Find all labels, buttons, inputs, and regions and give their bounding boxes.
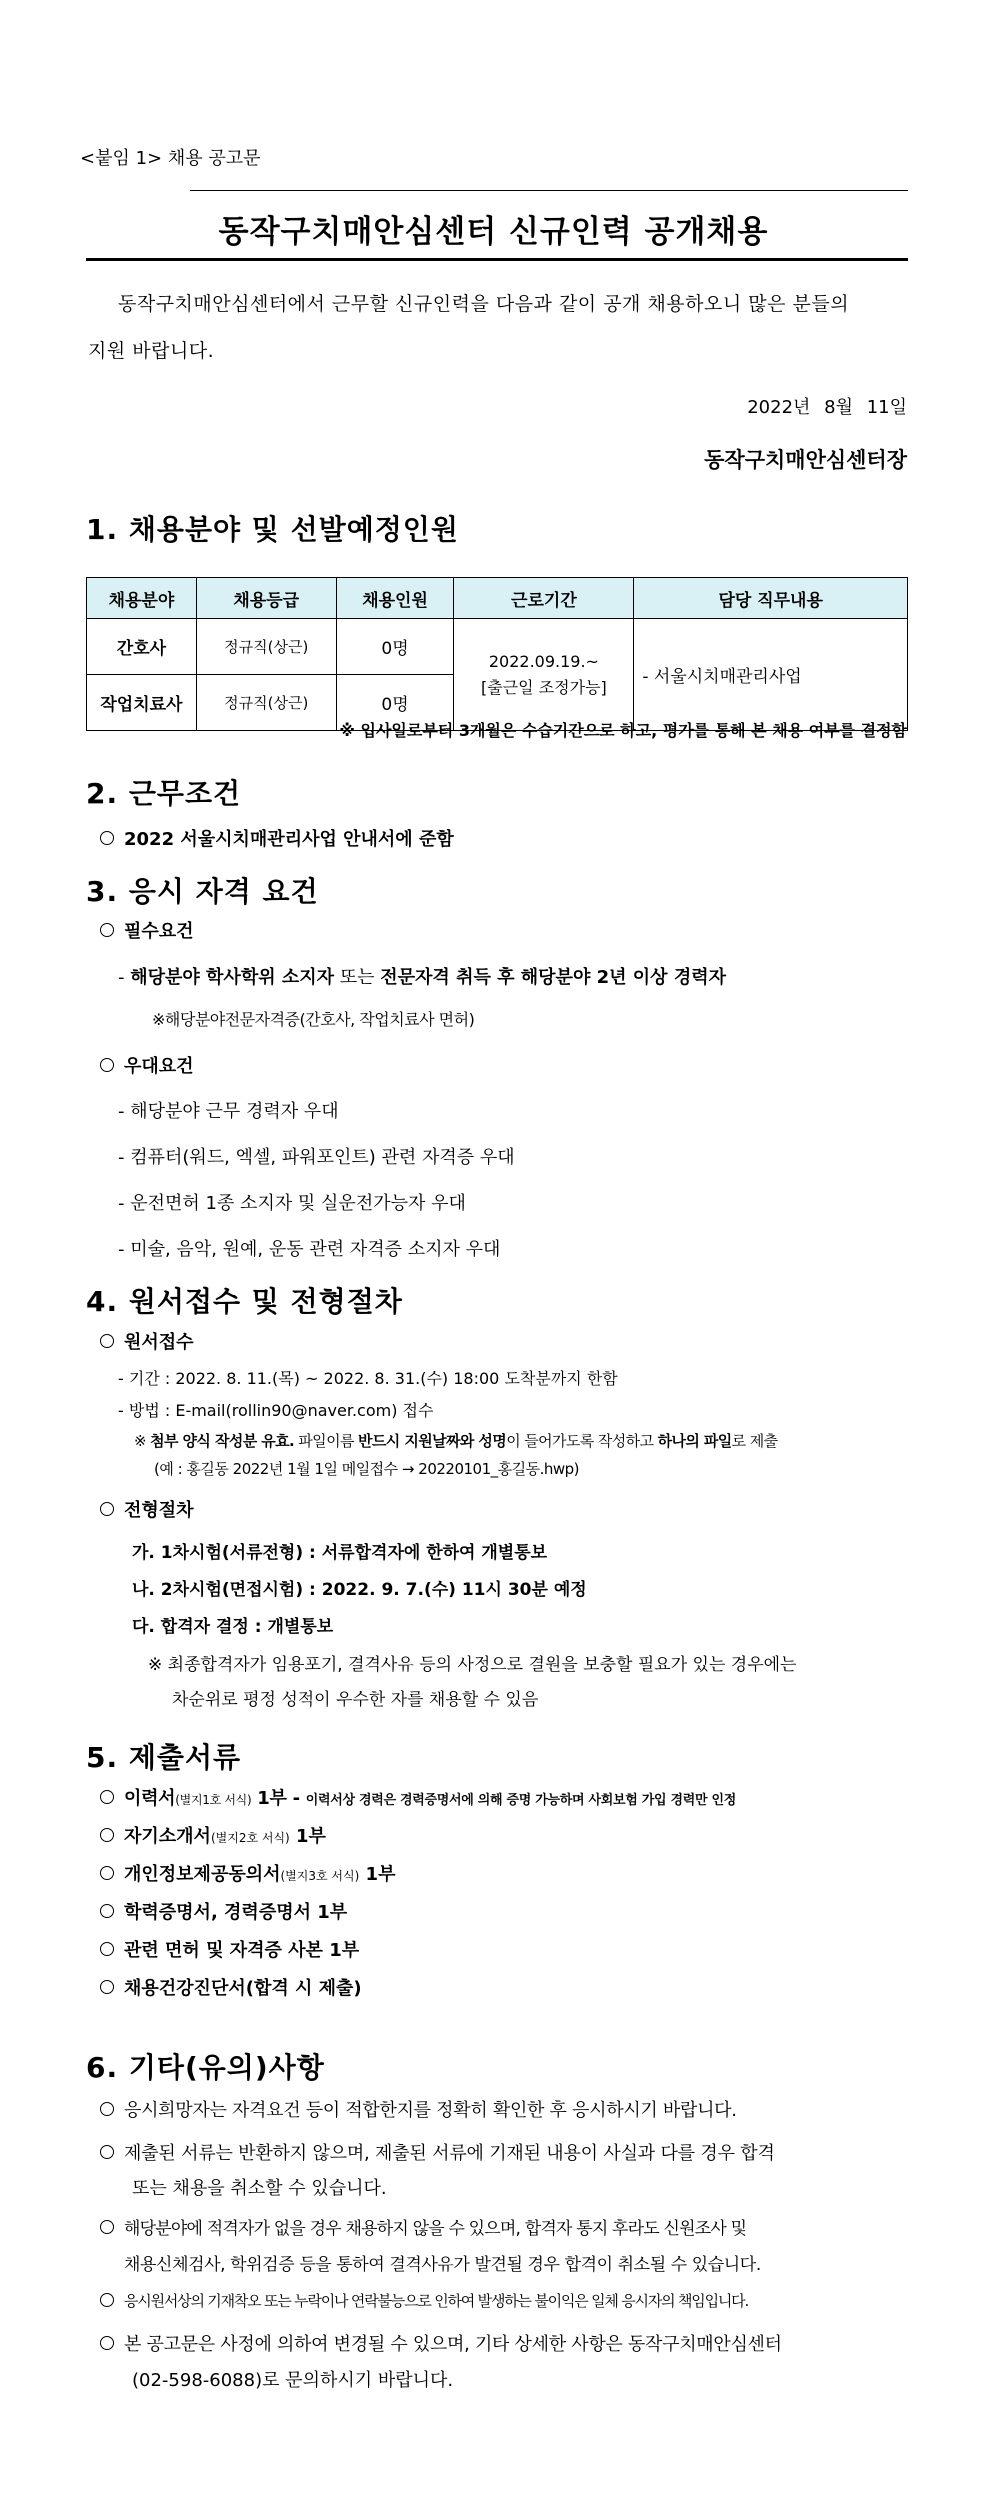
document-item-1 <box>100 1784 736 1810</box>
section2-heading: 2. 근무조건 <box>86 777 242 810</box>
preferred-item-2: - 컴퓨터(워드, 엑셀, 파워포인트) 관련 자격증 우대 <box>118 1147 515 1168</box>
row2-grade: 정규직(상근) <box>196 675 336 731</box>
section6-heading: 6. 기타(유의)사항 <box>86 2051 325 2084</box>
required-a: 해당분야 학사학위 소지자 <box>130 967 335 988</box>
preferred-item-1: - 해당분야 근무 경력자 우대 <box>118 1101 339 1122</box>
process-label-text: 전형절차 <box>124 1500 194 1521</box>
circle-bullet-icon <box>100 1502 114 1516</box>
notice-item-3 <box>100 2214 746 2239</box>
header-duty: 담당 직무내용 <box>634 578 908 619</box>
circle-bullet-icon <box>100 2145 114 2159</box>
intro-line-1: 동작구치매안심센터에서 근무할 신규인력을 다음과 같이 공개 채용하오니 많은 분들의 <box>118 293 850 315</box>
header-period: 근로기간 <box>454 578 634 619</box>
organization-name: 동작구치매안심센터장 <box>704 448 907 472</box>
notice-text-3b: 채용신체검사, 학위검증 등을 통하여 결격사유가 발견될 경우 합격이 취소될 수 있습니다. <box>124 2255 761 2275</box>
row1-grade: 정규직(상근) <box>196 619 336 675</box>
final-note-line-1: ※ 최종합격자가 임용포기, 결격사유 등의 사정으로 결원을 보충할 필요가 있는 경우에는 <box>148 1655 797 1675</box>
circle-bullet-icon <box>100 923 114 937</box>
circle-bullet-icon <box>100 1980 114 1994</box>
apply-file-note <box>134 1430 778 1451</box>
doc3-count: 1부 <box>359 1864 396 1885</box>
notice-title: 동작구치매안심센터 신규인력 공개채용 <box>218 214 769 250</box>
doc2-form: (별지2호 서식) <box>210 1831 290 1845</box>
note-mark: ※ <box>134 1432 151 1450</box>
header-field: 채용분야 <box>87 578 197 619</box>
doc3-form: (별지3호 서식) <box>280 1869 360 1883</box>
note-bold-3: 하나의 파일 <box>657 1432 732 1450</box>
circle-bullet-icon <box>100 2102 114 2116</box>
notice-text-5: 본 공고문은 사정에 의하여 변경될 수 있으며, 기타 상세한 사항은 동작구치매안심센터 <box>124 2334 782 2355</box>
circle-bullet-icon <box>100 2293 114 2307</box>
required-or: 또는 <box>334 967 381 988</box>
table-header-row <box>87 578 908 619</box>
probation-note: ※ 입사일로부터 3개월은 수습기간으로 하고, 평가를 통해 본 채용 여부를 결정함 <box>339 721 907 740</box>
notice-text-2: 제출된 서류는 반환하지 않으며, 제출된 서류에 기재된 내용이 사실과 다를 경우 합격 <box>124 2143 775 2164</box>
notice-text-3: 해당분야에 적격자가 없을 경우 채용하지 않을 수 있으며, 합격자 통지 후라도 신원조사 및 <box>124 2219 747 2239</box>
circle-bullet-icon <box>100 831 114 845</box>
row2-field: 작업치료사 <box>87 675 197 731</box>
circle-bullet-icon <box>100 1058 114 1072</box>
section5-heading: 5. 제출서류 <box>86 1741 242 1774</box>
preferred-label <box>100 1052 194 1078</box>
doc5-text: 관련 면허 및 자격증 사본 1부 <box>124 1940 360 1961</box>
doc1-note: 이력서상 경력은 경력증명서에 의해 증명 가능하며 사회보험 가입 경력만 인정 <box>305 1793 737 1808</box>
document-item-5 <box>100 1936 359 1962</box>
circle-bullet-icon <box>100 1904 114 1918</box>
doc1-form: (별지1호 서식) <box>175 1793 252 1807</box>
notice-item-5 <box>100 2330 782 2356</box>
process-step-1: 가. 1차시험(서류전형) : 서류합격자에 한하여 개별통보 <box>132 1543 548 1563</box>
notice-text-1: 응시희망자는 자격요건 등이 적합한지를 정확히 확인한 후 응시하시기 바랍니다. <box>124 2100 737 2121</box>
note-text-3: 로 제출 <box>731 1432 778 1450</box>
note-text-2: 이 들어가도록 작성하고 <box>506 1432 658 1450</box>
doc6-text: 채용건강진단서(합격 시 제출) <box>124 1978 362 1999</box>
doc2-name: 자기소개서 <box>124 1826 211 1847</box>
circle-bullet-icon <box>100 1866 114 1880</box>
circle-bullet-icon <box>100 1828 114 1842</box>
required-note: ※해당분야전문자격증(간호사, 작업치료사 면허) <box>152 1010 475 1029</box>
section4-heading: 4. 원서접수 및 전형절차 <box>86 1285 403 1318</box>
required-b: 전문자격 취득 후 해당분야 2년 이상 경력자 <box>380 967 726 988</box>
note-bold-2: 반드시 지원날짜와 성명 <box>358 1432 507 1450</box>
header-grade: 채용등급 <box>196 578 336 619</box>
section1-heading: 1. 채용분야 및 선발예정인원 <box>86 513 459 546</box>
table-row <box>87 619 908 675</box>
row1-field: 간호사 <box>87 619 197 675</box>
doc4-text: 학력증명서, 경력증명서 1부 <box>124 1902 348 1923</box>
process-label <box>100 1496 194 1522</box>
period-line-1: 2022.09.19.~ <box>488 651 599 671</box>
apply-label <box>100 1328 194 1354</box>
doc1-count: 1부 - <box>251 1788 306 1809</box>
note-text-1: 파일이름 <box>294 1432 359 1450</box>
apply-method: - 방법 : E-mail(rollin90@naver.com) 접수 <box>118 1401 434 1420</box>
period-line-2: [출근일 조정가능] <box>481 677 607 697</box>
notice-item-1 <box>100 2096 737 2122</box>
preferred-item-4: - 미술, 음악, 원예, 운동 관련 자격증 소지자 우대 <box>118 1239 501 1260</box>
document-item-3 <box>100 1860 395 1886</box>
required-item <box>118 963 726 989</box>
work-condition-text: 2022 서울시치매관리사업 안내서에 준함 <box>124 829 454 850</box>
attachment-label: <붙임 1> 채용 공고문 <box>80 148 261 169</box>
doc3-name: 개인정보제공동의서 <box>124 1864 281 1885</box>
notice-text-5b: (02-598-6088)로 문의하시기 바랍니다. <box>132 2370 454 2391</box>
title-bottom-rule <box>86 258 908 261</box>
apply-file-example: (예 : 홍길동 2022년 1월 1일 메일접수 → 20220101_홍길동.hwp) <box>154 1460 580 1478</box>
preferred-item-3: - 운전면허 1종 소지자 및 실운전가능자 우대 <box>118 1193 466 1214</box>
notice-item-4 <box>100 2290 748 2311</box>
notice-text-4: 응시원서상의 기재착오 또는 누락이나 연락불능으로 인하여 발생하는 불이익은 일체 응시자의 책임입니다. <box>124 2292 749 2310</box>
circle-bullet-icon <box>100 1334 114 1348</box>
dash-text: - <box>118 967 131 988</box>
document-item-4 <box>100 1898 347 1924</box>
notice-text-2b: 또는 채용을 취소할 수 있습니다. <box>132 2178 387 2199</box>
row2-count: 0명 <box>336 675 454 731</box>
notice-item-2 <box>100 2139 775 2165</box>
recruitment-table <box>86 577 908 731</box>
process-step-2: 나. 2차시험(면접시험) : 2022. 9. 7.(수) 11시 30분 예정 <box>132 1580 587 1600</box>
document-item-6 <box>100 1974 362 2000</box>
final-note-line-2: 차순위로 평정 성적이 우수한 자를 채용할 수 있음 <box>172 1690 539 1710</box>
doc1-name: 이력서 <box>124 1788 176 1809</box>
circle-bullet-icon <box>100 1942 114 1956</box>
notice-date: 2022년 8월 11일 <box>747 397 907 418</box>
note-bold-1: 첨부 양식 작성분 유효. <box>150 1432 295 1450</box>
duty-cell: - 서울시치매관리사업 <box>634 619 908 731</box>
preferred-label-text: 우대요건 <box>124 1056 194 1077</box>
required-label <box>100 917 194 943</box>
circle-bullet-icon <box>100 1790 114 1804</box>
row1-count: 0명 <box>336 619 454 675</box>
required-label-text: 필수요건 <box>124 921 194 942</box>
title-top-rule <box>190 190 908 191</box>
period-cell <box>454 619 634 731</box>
circle-bullet-icon <box>100 2220 114 2234</box>
document-item-2 <box>100 1822 326 1848</box>
intro-line-2: 지원 바랍니다. <box>88 340 215 362</box>
work-condition-item <box>100 825 454 851</box>
header-count: 채용인원 <box>336 578 454 619</box>
apply-label-text: 원서접수 <box>124 1332 194 1353</box>
doc2-count: 1부 <box>289 1826 326 1847</box>
process-step-3: 다. 합격자 결정 : 개별통보 <box>132 1617 334 1637</box>
circle-bullet-icon <box>100 2336 114 2350</box>
apply-period: - 기간 : 2022. 8. 11.(목) ~ 2022. 8. 31.(수) 18:00 도착분까지 한함 <box>118 1369 618 1388</box>
section3-heading: 3. 응시 자격 요건 <box>86 875 319 908</box>
